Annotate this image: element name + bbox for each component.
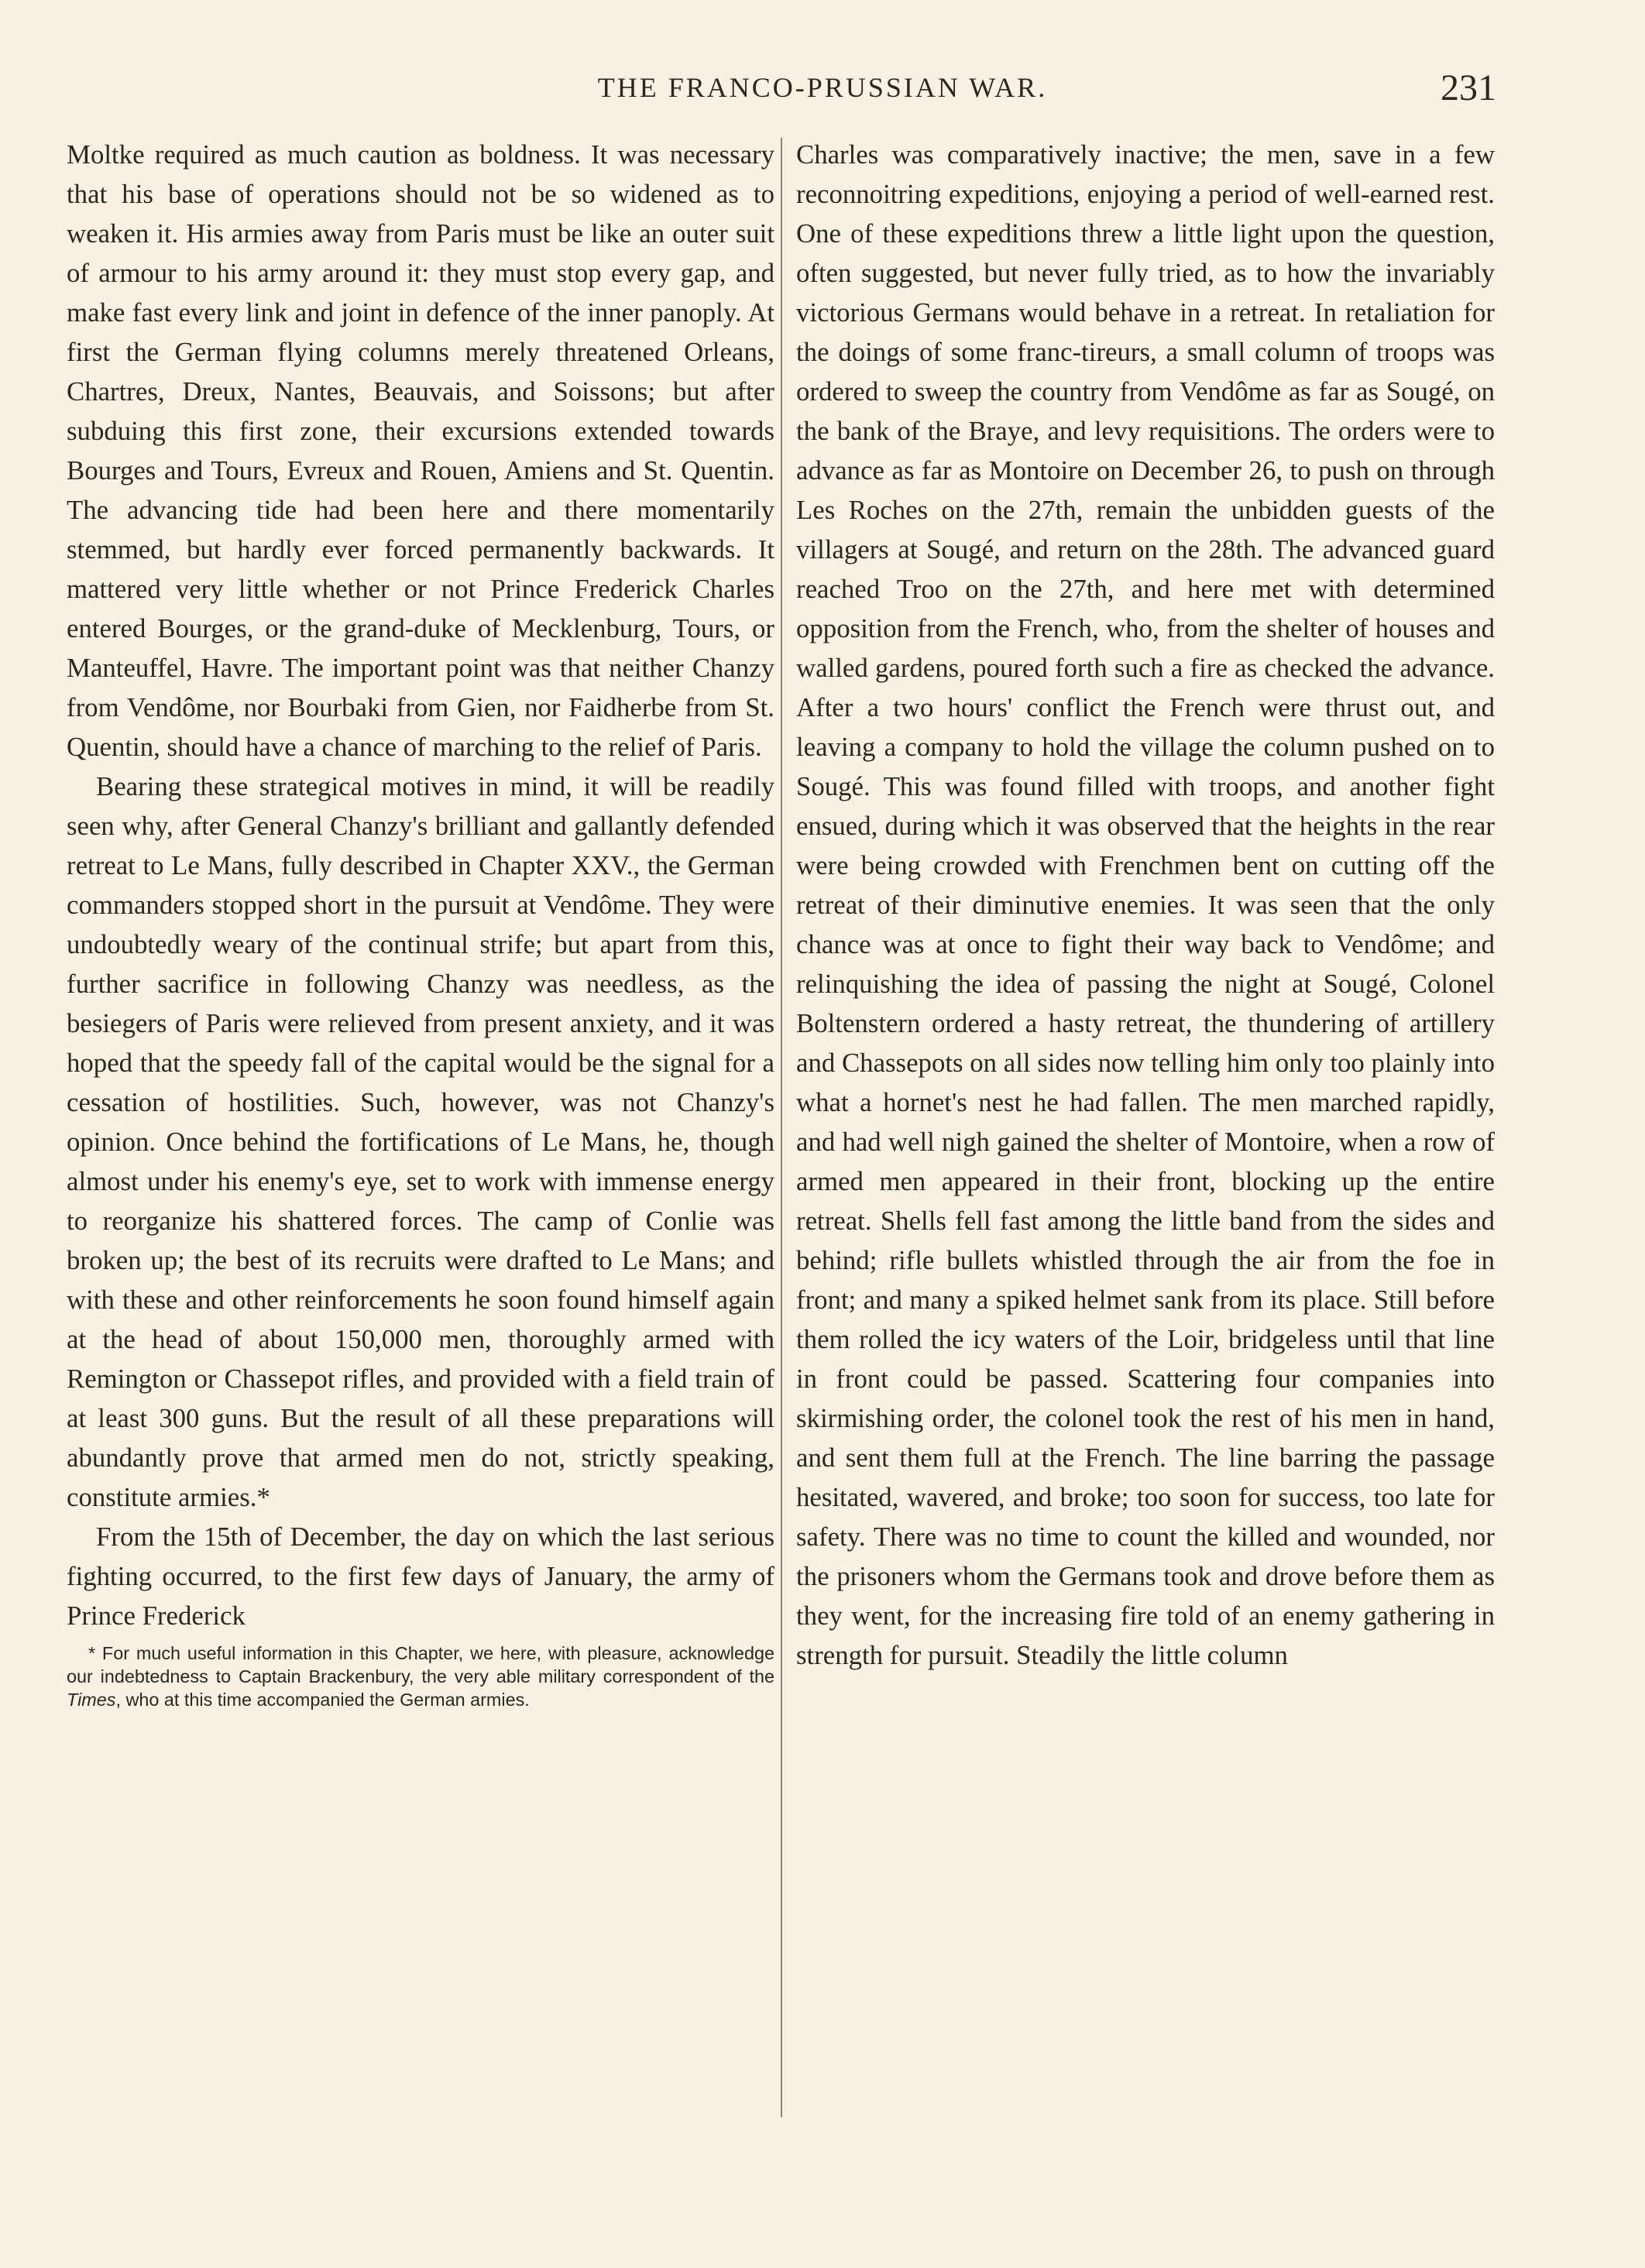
paragraph: Charles was comparatively inactive; the men, save in a few reconnoitring expeditions, enjoying a period of well-earned rest. One of these expeditions threw a little light upon the question, often suggested, but never fully tried, as to how the invariably victorious Germans would behave in a retreat. In retaliation for the doings of some franc-tireurs, a small column of troops was ordered to sweep the country from Vendôme as far as Sougé, on the bank of the Braye, and levy requisitions. The orders were to advance as far as Montoire on December 26, to push on through Les Roches on the 27th, remain the unbidden guests of the villagers at Sougé, and return on the 28th. The advanced guard reached Troo on the 27th, and here met with determined opposition from the French, who, from the shelter of houses and walled gardens, poured forth such a fire as checked the advance. After a two hours' conflict the French were thrust out, and leaving a company to hold the village the column pushed on to Sougé. This was found filled with troops, and another fight ensued, during which it was observed that the heights in the rear were being crowded with Frenchmen bent on cutting off the retreat of their diminutive enemies. It was seen that the only chance was at once to fight their way back to Vendôme; and relinquishing the idea of passing the night at Sougé, Colonel Boltenstern ordered a hasty retreat, the thundering of artillery and Chassepots on all sides now telling him only too plainly into what a hornet's nest he had fallen. The men marched rapidly, and had well nigh gained the shelter of Montoire, when a row of armed men appeared in their front, blocking up the entire retreat. Shells fell fast among the little band from the sides and behind; rifle bullets whistled through the air from the foe in front; and many a spiked helmet sank from its place. Still before them rolled the icy waters of the Loir, bridgeless until that line in front could be passed. Scattering four companies into skirmishing order, the colonel took the rest of his men in hand, and sent them full at the French. The line barring the passage hesitated, wavered, and broke; too soon for success, too late for safety. There was no time to count the killed and wounded, nor the prisoners whom the Germans took and drove before them as they went, for the increasing fire told of an enemy gathering in strength for pursuit. Steadily the little column (796, 139, 1495, 1670)
right-column (796, 135, 1495, 1675)
paragraph: From the 15th of December, the day on which the last serious fighting occurred, to the first few days of January, the army of Prince Frederick (67, 1522, 774, 1631)
footnote (67, 1642, 774, 1711)
page-number: 231 (1441, 67, 1496, 108)
running-title: THE FRANCO-PRUSSIAN WAR. (597, 72, 1048, 103)
paragraph: Moltke required as much caution as boldness. It was necessary that his base of operations should not be so widened as to weaken it. His armies away from Paris must be like an outer suit of armour to his army around it: they must stop every gap, and make fast every link and joint in defence of the inner panoply. At first the German flying columns merely threatened Orleans, Chartres, Dreux, Nantes, Beauvais, and Soissons; but after subduing this first zone, their excursions extended towards Bourges and Tours, Evreux and Rouen, Amiens and St. Quentin. The advancing tide had been here and there momentarily stemmed, but hardly ever forced permanently backwards. It mattered very little whether or not Prince Frederick Charles entered Bourges, or the grand-duke of Mecklenburg, Tours, or Manteuffel, Havre. The important point was that neither Chanzy from Vendôme, nor Bourbaki from Gien, nor Faidherbe from St. Quentin, should have a chance of marching to the relief of Paris. (67, 139, 774, 762)
paragraph: Bearing these strategical motives in mind, it will be readily seen why, after General Chanzy's brilliant and gallantly defended retreat to Le Mans, fully described in Chapter XXV., the German commanders stopped short in the pursuit at Vendôme. They were undoubtedly weary of the continual strife; but apart from this, further sacrifice in following Chanzy was needless, as the besiegers of Paris were relieved from present anxiety, and it was hoped that the speedy fall of the capital would be the signal for a cessation of hostilities. Such, however, was not Chanzy's opinion. Once behind the fortifications of Le Mans, he, though almost under his enemy's eye, set to work with immense energy to reorganize his shattered forces. The camp of Conlie was broken up; the best of its recruits were drafted to Le Mans; and with these and other reinforcements he soon found himself again at the head of about 150,000 men, thoroughly armed with Remington or Chassepot rifles, and provided with a field train of at least 300 guns. But the result of all these preparations will abundantly prove that armed men do not, strictly speaking, constitute armies.* (67, 771, 774, 1512)
footnote-text-end: , who at this time accompanied the German armies. (115, 1690, 530, 1710)
left-column (67, 135, 774, 1711)
page-header (0, 67, 1645, 118)
footnote-italic: Times (67, 1690, 116, 1710)
column-divider (781, 138, 782, 2117)
footnote-text: * For much useful information in this Chapter, we here, with pleasure, acknowledge our indebtedness to Captain Brackenbury, the very able military correspondent of the (67, 1643, 774, 1686)
